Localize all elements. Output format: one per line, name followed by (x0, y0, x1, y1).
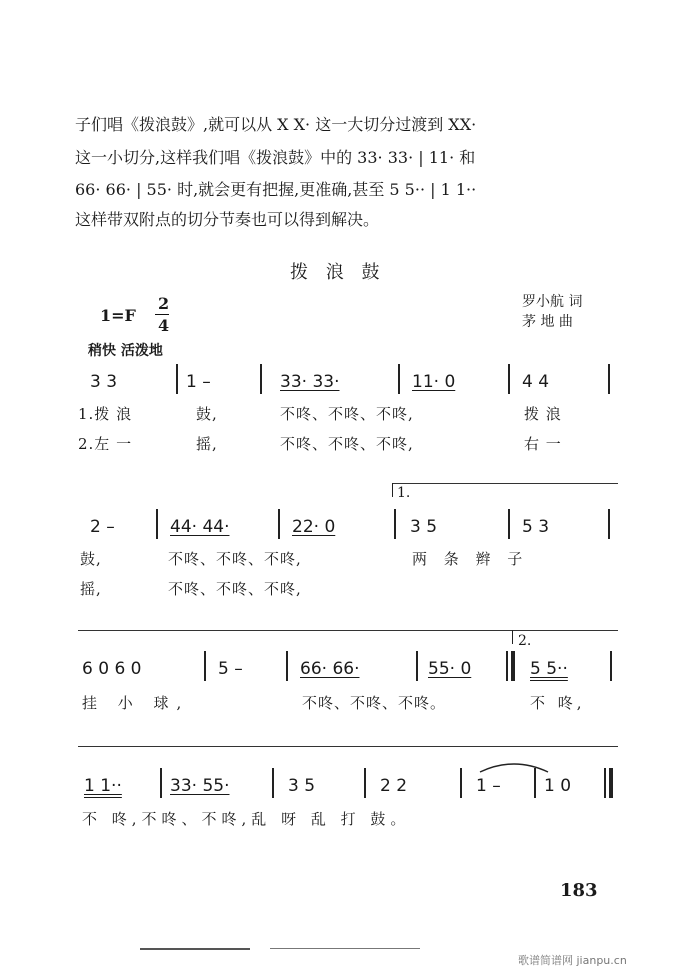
barline (398, 364, 400, 394)
tempo-marking: 稍快 活泼地 (88, 343, 163, 359)
scan-artifact (140, 948, 250, 950)
barline (460, 768, 462, 798)
s1-v1-b: 鼓, (196, 405, 218, 423)
s4-measure-2: 33· 55· (170, 776, 230, 796)
lyricist: 罗小航 词 (522, 294, 583, 310)
s4-measure-5: 1 – (476, 776, 501, 796)
s2-v1-a: 鼓, (80, 550, 102, 568)
ending-1-label: 1. (397, 485, 411, 501)
s1-v2-c: 不咚、不咚、不咚, (280, 435, 414, 453)
s2-measure-2: 44· 44· (170, 517, 230, 537)
s2-measure-5: 5 3 (522, 517, 550, 537)
ending-1-bracket-left (392, 483, 393, 497)
barline (394, 509, 396, 539)
composer: 茅 地 曲 (522, 314, 573, 330)
barline (608, 364, 610, 394)
s3-v1-a: 挂 小 球, (82, 694, 190, 712)
barline (156, 509, 158, 539)
s1-v2-b: 摇, (196, 435, 218, 453)
system-3-top-rule (78, 630, 618, 631)
final-barline-thick (609, 768, 613, 798)
s1-v1-a: 1.拨 浪 (78, 405, 133, 423)
barline (508, 364, 510, 394)
barline (272, 768, 274, 798)
s4-measure-1: 1 1·· (84, 776, 122, 796)
barline (508, 509, 510, 539)
s1-v2-d: 右 一 (524, 435, 562, 453)
barline (608, 509, 610, 539)
s1-measure-5: 4 4 (522, 372, 550, 392)
s2-v1-c: 两 条 辫 子 (412, 550, 529, 568)
s3-measure-2: 5 – (218, 659, 243, 679)
song-title: 拨 浪 鼓 (290, 262, 386, 283)
s1-measure-3: 33· 33· (280, 372, 340, 392)
barline (610, 651, 612, 681)
ending-2-bracket-left (512, 630, 513, 644)
s1-v2-a: 2.左 一 (78, 435, 133, 453)
final-barline-thin (604, 768, 606, 798)
barline (160, 768, 162, 798)
s3-measure-1: 6 0 6 0 (82, 659, 142, 679)
intro-line-2: 这一小切分,这样我们唱《拨浪鼓》中的 33· 33· | 11· 和 (75, 148, 476, 167)
scan-artifact (270, 948, 420, 949)
system-4-top-rule (78, 746, 618, 747)
s3-measure-4: 55· 0 (428, 659, 472, 679)
s3-v1-c: 不 咚, (530, 694, 586, 712)
barline (416, 651, 418, 681)
watermark: 歌谱简谱网 jianpu.cn (518, 954, 627, 967)
barline (286, 651, 288, 681)
repeat-barline-thick (511, 651, 515, 681)
s3-measure-3: 66· 66· (300, 659, 360, 679)
s3-measure-5: 5 5·· (530, 659, 568, 679)
time-signature-bottom: 4 (158, 316, 170, 335)
s1-v1-d: 拨 浪 (524, 405, 562, 423)
s3-v1-b: 不咚、不咚、不咚。 (302, 694, 447, 712)
ending-2-label: 2. (518, 633, 532, 649)
time-signature-line (155, 314, 169, 315)
s4-measure-6: 1 0 (544, 776, 572, 796)
s4-measure-4: 2 2 (380, 776, 408, 796)
s1-v1-c: 不咚、不咚、不咚, (280, 405, 414, 423)
intro-line-1: 子们唱《拨浪鼓》,就可以从 X X· 这一大切分过渡到 XX· (75, 115, 477, 134)
time-signature-top: 2 (158, 294, 170, 313)
s1-measure-4: 11· 0 (412, 372, 456, 392)
barline (176, 364, 178, 394)
repeat-barline-thin (506, 651, 508, 681)
intro-line-3: 66· 66· | 55· 时,就会更有把握,更准确,甚至 5 5·· | 1 1·· (75, 180, 477, 199)
barline (260, 364, 262, 394)
ending-1-bracket (392, 483, 618, 484)
s2-measure-4: 3 5 (410, 517, 438, 537)
key-signature: 1=F (100, 306, 136, 325)
s1-measure-1: 3 3 (90, 372, 118, 392)
s2-v2-a: 摇, (80, 580, 102, 598)
s2-measure-1: 2 – (90, 517, 115, 537)
s4-v1: 不 咚,不咚、不咚,乱 呀 乱 打 鼓。 (82, 810, 411, 828)
page-number: 183 (560, 880, 598, 901)
barline (204, 651, 206, 681)
s1-measure-2: 1 – (186, 372, 211, 392)
s2-v1-b: 不咚、不咚、不咚, (168, 550, 302, 568)
barline (364, 768, 366, 798)
s2-measure-3: 22· 0 (292, 517, 336, 537)
barline (278, 509, 280, 539)
tie-arc (478, 760, 550, 774)
s4-measure-3: 3 5 (288, 776, 316, 796)
s2-v2-b: 不咚、不咚、不咚, (168, 580, 302, 598)
intro-line-4: 这样带双附点的切分节奏也可以得到解决。 (75, 210, 380, 229)
